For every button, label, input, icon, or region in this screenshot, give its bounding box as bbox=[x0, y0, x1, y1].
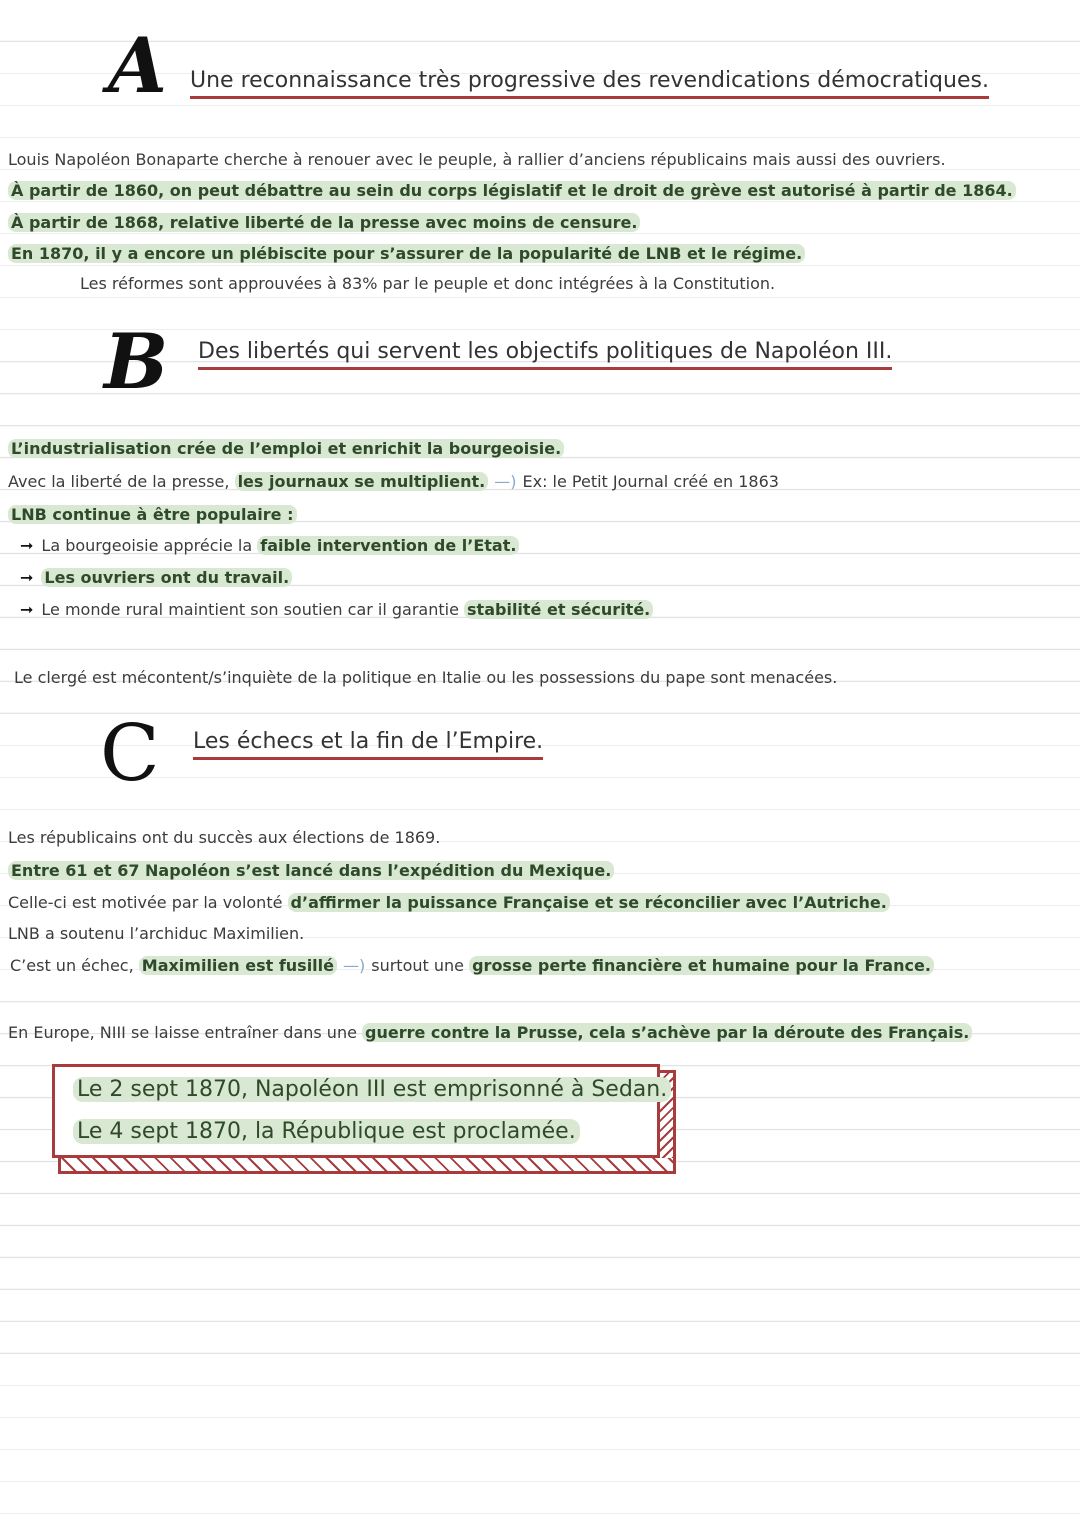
section-c-title: Les échecs et la fin de l’Empire. bbox=[193, 729, 543, 760]
bullet-arrow-icon: ➞ bbox=[20, 600, 34, 619]
section-a-line-1: Louis Napoléon Bonaparte cherche à renouer avec le peuple, à rallier d’anciens républicains mais aussi des ouvriers. bbox=[8, 150, 946, 169]
arrow-icon: —) bbox=[343, 956, 366, 975]
section-c-line-1: Les républicains ont du succès aux élections de 1869. bbox=[8, 828, 441, 847]
section-a-line-3: À partir de 1868, relative liberté de la presse avec moins de censure. bbox=[8, 212, 640, 234]
section-b-line-1: L’industrialisation crée de l’emploi et enrichit la bourgeoisie. bbox=[8, 438, 564, 460]
section-c-line-5: C’est un échec, Maximilien est fusillé —) surtout une grosse perte financière et humaine pour la France. bbox=[10, 955, 934, 977]
section-b-line-3: LNB continue à être populaire : bbox=[8, 504, 297, 526]
conclusion-line-2: Le 4 sept 1870, la République est proclamée. bbox=[73, 1119, 580, 1144]
section-c-line-6: En Europe, NIII se laisse entraîner dans une guerre contre la Prusse, cela s’achève par la déroute des Français. bbox=[8, 1022, 972, 1044]
bullet-arrow-icon: ➞ bbox=[20, 568, 34, 587]
bullet-item-3: ➞ Le monde rural maintient son soutien car il garantie stabilité et sécurité. bbox=[20, 599, 653, 621]
section-c-line-2: Entre 61 et 67 Napoléon s’est lancé dans l’expédition du Mexique. bbox=[8, 860, 614, 882]
bullet-arrow-icon: ➞ bbox=[20, 536, 34, 555]
section-letter-a: A bbox=[108, 21, 167, 110]
section-a-line-2: À partir de 1860, on peut débattre au sein du corps législatif et le droit de grève est autorisé à partir de 1864. bbox=[8, 180, 1016, 202]
arrow-icon: —) bbox=[494, 472, 517, 491]
section-a-line-5: Les réformes sont approuvées à 83% par le peuple et donc intégrées à la Constitution. bbox=[80, 274, 776, 293]
section-b-line-2: Avec la liberté de la presse, les journaux se multiplient. —) Ex: le Petit Journal créé en 1863 bbox=[8, 472, 779, 491]
section-letter-b: B bbox=[104, 317, 169, 406]
section-c-line-4: LNB a soutenu l’archiduc Maximilien. bbox=[8, 924, 305, 943]
section-b-title: Des libertés qui servent les objectifs politiques de Napoléon III. bbox=[198, 339, 892, 370]
section-a-title: Une reconnaissance très progressive des revendications démocratiques. bbox=[190, 68, 989, 99]
section-c-line-3: Celle-ci est motivée par la volonté d’affirmer la puissance Française et se réconcilier avec l’Autriche. bbox=[8, 892, 890, 914]
conclusion-box bbox=[52, 1064, 668, 1158]
bullet-item-1: ➞ La bourgeoisie apprécie la faible intervention de l’Etat. bbox=[20, 535, 519, 557]
section-a-line-4: En 1870, il y a encore un plébiscite pour s’assurer de la popularité de LNB et le régime. bbox=[8, 243, 805, 265]
conclusion-line-1: Le 2 sept 1870, Napoléon III est emprisonné à Sedan. bbox=[73, 1077, 671, 1102]
section-letter-c: C bbox=[100, 709, 160, 799]
bullet-item-2: ➞ Les ouvriers ont du travail. bbox=[20, 567, 292, 589]
box-bottom-hatch bbox=[58, 1158, 676, 1174]
section-b-line-4: Le clergé est mécontent/s’inquiète de la politique en Italie ou les possessions du pape sont menacées. bbox=[14, 668, 838, 687]
